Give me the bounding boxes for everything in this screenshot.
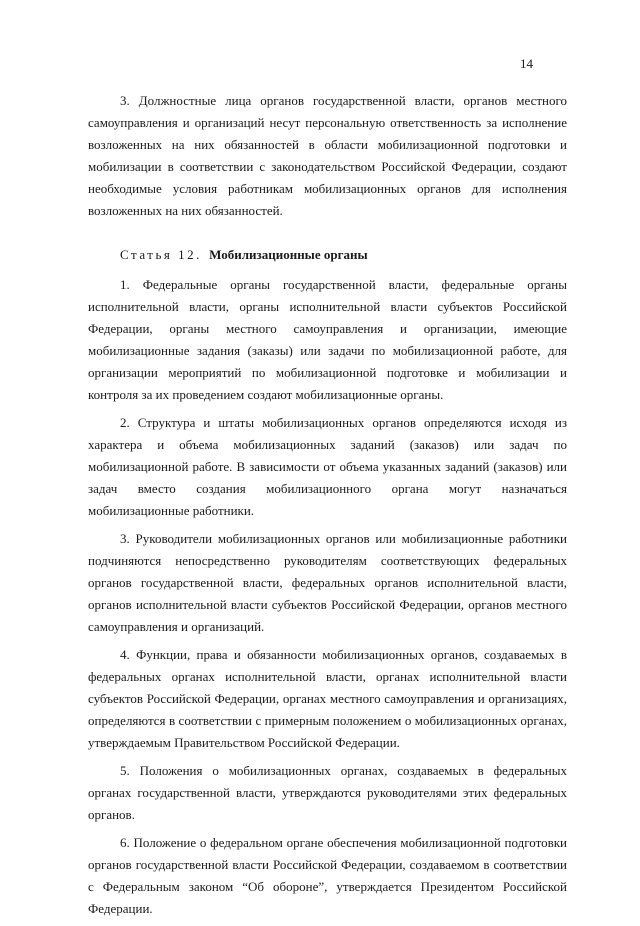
article-label: Статья 12. [120,247,202,262]
article-heading [88,244,567,266]
paragraph-5: 5. Положения о мобилизационных органах, создаваемых в федеральных органах государственной власти, утверждаются руководителями этих федеральных органов. [88,763,567,822]
paragraph-1: 1. Федеральные органы государственной власти, федеральные органы исполнительной власти, органы исполнительной власти субъектов Российской Федерации, органы местного самоуправления и организации, имеющие мобилизационные задания (заказы) или задачи по мобилизационной работе, для организации мероприятий по мобилизационной подготовке и мобилизации и контроля за их проведением создают мобилизационные органы. [88,277,567,402]
paragraph-intro: 3. Должностные лица органов государственной власти, органов местного самоуправления и организаций несут персональную ответственность за исполнение возложенных на них обязанностей в области мобилизационной подготовки и мобилизации в соответствии с законодательством Российской Федерации, создают необходимые условия работникам мобилизационных органов для исполнения возложенных на них обязанностей. [88,93,567,218]
page-number: 14 [520,56,533,71]
paragraph-6: 6. Положение о федеральном органе обеспечения мобилизационной подготовки органов государственной власти Российской Федерации, создаваемом в соответствии с Федеральным законом “Об обороне”, утверждается Президентом Российской Федерации. [88,835,567,916]
article-title: Мобилизационные органы [209,247,368,262]
paragraph-4: 4. Функции, права и обязанности мобилизационных органов, создаваемых в федеральных органах исполнительной власти, органах исполнительной власти субъектов Российской Федерации, органах местного самоуправления и организациях, определяются в соответствии с примерным положением о мобилизационных органах, утверждаемым Правительством Российской Федерации. [88,647,567,750]
paragraph-3: 3. Руководители мобилизационных органов или мобилизационные работники подчиняются непосредственно руководителям соответствующих федеральных органов государственной власти, федеральных органов исполнительной власти, органов исполнительной власти субъектов Российской Федерации, органов местного самоуправления и организаций. [88,531,567,634]
document-body [88,90,567,926]
paragraph-2: 2. Структура и штаты мобилизационных органов определяются исходя из характера и объема мобилизационных заданий (заказов) или задач по мобилизационной работе. В зависимости от объема указанных заданий (заказов) или задач вместо создания мобилизационного органа могут назначаться мобилизационные работники. [88,415,567,518]
